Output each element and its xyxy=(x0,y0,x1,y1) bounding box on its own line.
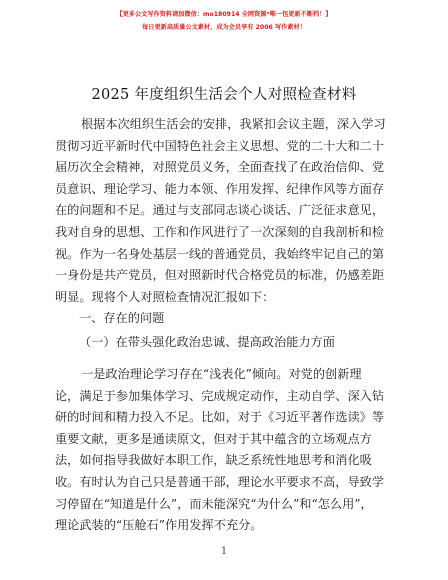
paragraph-line: 论，满足于参加集体学习、完成规定动作，主动自学、深入钻 xyxy=(55,388,385,403)
paragraph-line: 届历次全会精神，对照党员义务，全面查找了在政治信仰、党 xyxy=(55,160,385,175)
subsection-heading: （一）在带头强化政治忠诚、提高政治能力方面 xyxy=(79,335,335,349)
section-heading: 一、存在的问题 xyxy=(79,311,165,325)
paragraph-line: 根据本次组织生活会的安排，我紧扣会议主题，深入学习 xyxy=(81,117,386,131)
promo-banner-line-1: 【更多公文写作资料请加微信：mo180914 全网资源*唯一包更新不断档！】 xyxy=(116,11,332,18)
paragraph-line: 我对自身的思想、工作和作风进行了一次深刻的自我剖析和检 xyxy=(55,224,385,239)
paragraph-line: 理论武装的“压舱石”作用发挥不充分。 xyxy=(55,518,263,533)
promo-banner-line-2: 每日更新高质量公文素材，成为会员享有 2006 写作素材！ xyxy=(142,24,306,31)
paragraph-line: 员意识、理论学习、能力本领、作用发挥、纪律作风等方面存 xyxy=(55,181,385,196)
paragraph-line: 一是政治理论学习存在“浅表化”倾向。对党的创新理 xyxy=(81,367,362,381)
paragraph-line: 研的时间和精力投入不足。比如，对于《习近平著作选读》等 xyxy=(55,410,385,425)
paragraph-line: 习停留在“知道是什么”，而未能深究“为什么”和“怎么用”， xyxy=(55,496,373,511)
document-title: 2025 年度组织生活会个人对照检查材料 xyxy=(91,87,357,103)
paragraph-line: 收。有时认为自己只是普通干部，理论水平要求不高，导致学 xyxy=(55,474,385,489)
page-number: 1 xyxy=(220,546,228,557)
body-paragraph xyxy=(55,364,395,537)
paragraph-line: 明显。现将个人对照检查情况汇报如下： xyxy=(55,289,275,304)
paragraph-line: 法，如何指导我做好本职工作，缺乏系统性地思考和消化吸 xyxy=(55,453,372,468)
paragraph-line: 重要文献，更多是通读原文，但对于其中蕴含的立场观点方 xyxy=(55,431,372,446)
paragraph-line: 在的问题和不足。通过与支部同志谈心谈话、广泛征求意见， xyxy=(55,203,385,218)
paragraph-line: 视。作为一名身处基层一线的普通党员，我始终牢记自己的第 xyxy=(55,246,385,261)
intro-paragraph xyxy=(55,114,395,308)
paragraph-line: 贯彻习近平新时代中国特色社会主义思想、党的二十大和二十 xyxy=(55,138,385,153)
paragraph-line: 一身份是共产党员，但对照新时代合格党员的标准，仍感差距 xyxy=(55,268,385,283)
